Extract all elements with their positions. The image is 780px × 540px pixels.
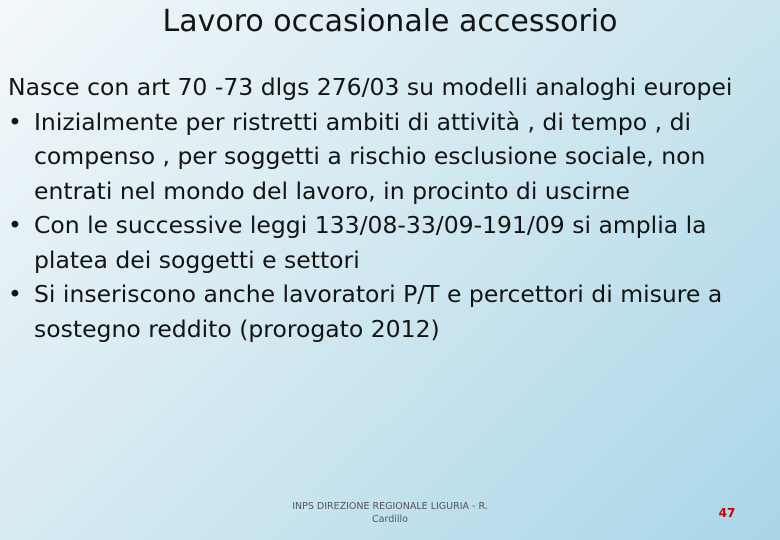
bullet-text: Inizialmente per ristretti ambiti di attività , di tempo , di compenso , per soggetti a rischio esclusione sociale, non entrati nel mondo del lavoro, in procinto di uscirne	[34, 107, 706, 205]
slide-title: Lavoro occasionale accessorio	[162, 4, 618, 39]
bullet-list	[8, 105, 776, 347]
bullet-dot-icon: •	[8, 107, 22, 136]
slide-number: 47	[718, 506, 736, 520]
bullet-text: Si inseriscono anche lavoratori P/T e percettori di misure a sostegno reddito (prorogato 2012)	[34, 280, 723, 343]
bullet-dot-icon: •	[8, 211, 22, 239]
intro-text: Nasce con art 70 -73 dlgs 276/03 su modelli analoghi europei	[8, 73, 733, 101]
bullet-item	[8, 277, 776, 346]
slide-body	[8, 70, 776, 346]
bullet-text: Con le successive leggi 133/08-33/09-191/09 si amplia la platea dei soggetti e settori	[34, 211, 707, 274]
bullet-item	[8, 105, 776, 209]
footer-text: INPS DIREZIONE REGIONALE LIGURIA - R. Cardillo	[292, 501, 488, 525]
bullet-dot-icon: •	[8, 280, 22, 308]
bullet-item	[8, 208, 776, 277]
